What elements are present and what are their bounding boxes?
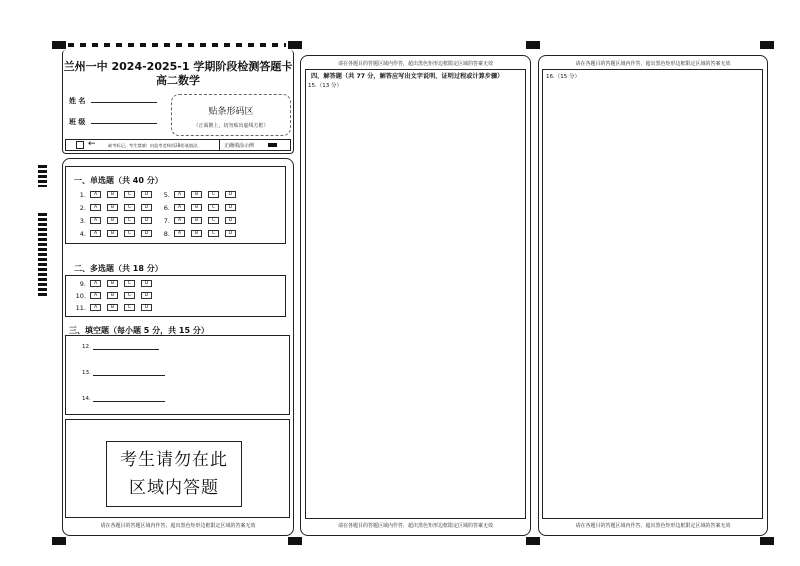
single-choice-option-d[interactable]: D xyxy=(225,230,236,237)
multi-choice-row xyxy=(74,303,158,312)
fill-example-label: 正确填涂示例 xyxy=(224,143,255,149)
barcode-area xyxy=(171,94,291,136)
multi-choice-option-a[interactable]: A xyxy=(90,304,101,311)
single-choice-number: 5. xyxy=(163,190,170,199)
multi-choice-option-a[interactable]: A xyxy=(90,280,101,287)
corner-marker-top-mid-right xyxy=(526,41,540,49)
multi-choice-option-d[interactable]: D xyxy=(141,292,152,299)
fill-blank-line[interactable] xyxy=(93,344,159,350)
name-field[interactable] xyxy=(91,102,157,103)
single-choice-option-d[interactable]: D xyxy=(141,230,152,237)
corner-marker-bottom-mid-left xyxy=(288,537,302,545)
single-choice-option-b[interactable]: B xyxy=(191,191,202,198)
corner-marker-bottom-left xyxy=(52,537,66,545)
fill-blank-line[interactable] xyxy=(93,396,165,402)
single-choice-option-c[interactable]: C xyxy=(208,191,219,198)
multi-choice-row xyxy=(74,279,158,288)
single-choice-option-a[interactable]: A xyxy=(90,191,101,198)
single-choice-option-d[interactable]: D xyxy=(141,217,152,224)
single-choice-option-b[interactable]: B xyxy=(107,204,118,211)
absent-divider xyxy=(219,139,220,151)
single-choice-option-c[interactable]: C xyxy=(208,217,219,224)
exam-title: 兰州一中 2024-2025-1 学期阶段检测答题卡 xyxy=(63,60,293,73)
corner-marker-top-right xyxy=(760,41,774,49)
single-choice-option-b[interactable]: B xyxy=(107,191,118,198)
single-choice-number: 1. xyxy=(79,190,86,199)
fill-blank-title: 三、填空题（每小题 5 分，共 15 分） xyxy=(69,326,209,335)
single-choice-option-c[interactable]: C xyxy=(124,217,135,224)
multi-choice-option-c[interactable]: C xyxy=(124,292,135,299)
class-field[interactable] xyxy=(91,123,157,124)
single-choice-row xyxy=(74,216,158,225)
fill-blank-row xyxy=(70,396,165,402)
column-2-answer-box[interactable] xyxy=(305,69,526,519)
single-choice-row xyxy=(74,229,158,238)
timing-marks-left-lower xyxy=(38,213,47,297)
multi-choice-option-d[interactable]: D xyxy=(141,280,152,287)
single-choice-option-d[interactable]: D xyxy=(225,191,236,198)
multi-choice-number: 10. xyxy=(75,291,86,300)
single-choice-row xyxy=(74,203,158,212)
single-choice-option-c[interactable]: C xyxy=(208,204,219,211)
single-choice-number: 2. xyxy=(79,203,86,212)
arrow-left-icon: ← xyxy=(88,139,96,149)
fill-blank-number: 14. xyxy=(82,396,91,402)
single-choice-number: 4. xyxy=(79,229,86,238)
timing-strip-top xyxy=(68,43,286,47)
single-choice-title: 一、单选题（共 40 分） xyxy=(74,176,163,185)
single-choice-option-c[interactable]: C xyxy=(124,191,135,198)
single-choice-option-c[interactable]: C xyxy=(208,230,219,237)
multi-choice-number: 9. xyxy=(79,279,86,288)
multi-choice-number: 11. xyxy=(75,303,86,312)
absent-note: 缺考标记，考生禁填！由监考老师用2B铅笔填涂。 xyxy=(108,143,202,148)
single-choice-option-d[interactable]: D xyxy=(225,204,236,211)
single-choice-number: 6. xyxy=(163,203,170,212)
question-15-label: 15.（13 分） xyxy=(308,83,342,89)
multi-choice-row xyxy=(74,291,158,300)
absent-checkbox[interactable] xyxy=(76,141,84,149)
single-choice-option-c[interactable]: C xyxy=(124,230,135,237)
single-choice-number: 7. xyxy=(163,216,170,225)
fill-blank-number: 12. xyxy=(82,344,91,350)
multi-choice-option-b[interactable]: B xyxy=(107,304,118,311)
column-3-top-warning: 请在各题目的答题区域内作答，超出黑色矩形边框限定区域的答案无效 xyxy=(575,61,731,67)
column-2-bottom-warning: 请在各题目的答题区域内作答，超出黑色矩形边框限定区域的答案无效 xyxy=(337,523,493,529)
barcode-note: （正面朝上，切勿贴出虚线方框） xyxy=(193,123,269,129)
multi-choice-option-b[interactable]: B xyxy=(107,292,118,299)
column-2-top-warning: 请在各题目的答题区域内作答，超出黑色矩形边框限定区域的答案无效 xyxy=(337,61,493,67)
class-label: 班 级 xyxy=(69,118,86,126)
fill-blank-row xyxy=(70,344,159,350)
timing-marks-left-upper xyxy=(38,165,47,187)
essay-section-title: 四、解答题（共 77 分，解答应写出文字说明、证明过程或计算步骤） xyxy=(311,73,504,80)
single-choice-option-a[interactable]: A xyxy=(174,217,185,224)
no-answer-line-1: 考生请勿在此 xyxy=(120,450,228,470)
no-answer-line-2: 区域内答题 xyxy=(129,478,219,498)
barcode-title: 贴条形码区 xyxy=(208,107,254,117)
multi-choice-option-c[interactable]: C xyxy=(124,280,135,287)
single-choice-number: 8. xyxy=(163,229,170,238)
single-choice-option-b[interactable]: B xyxy=(191,217,202,224)
single-choice-row xyxy=(74,190,158,199)
single-choice-option-b[interactable]: B xyxy=(191,204,202,211)
single-choice-option-d[interactable]: D xyxy=(225,217,236,224)
fill-blank-row xyxy=(70,370,165,376)
single-choice-option-c[interactable]: C xyxy=(124,204,135,211)
single-choice-option-a[interactable]: A xyxy=(90,230,101,237)
corner-marker-bottom-mid-right xyxy=(526,537,540,545)
name-label: 姓 名 xyxy=(69,97,86,105)
fill-example-mark xyxy=(268,143,277,147)
corner-marker-top-mid-left xyxy=(288,41,302,49)
column-3-answer-box[interactable] xyxy=(542,69,763,519)
multi-choice-option-a[interactable]: A xyxy=(90,292,101,299)
multi-choice-title: 二、多选题（共 18 分） xyxy=(74,264,163,273)
column-1-footer-warning: 请在各题目的答题区域内作答，超出黑色矩形边框限定区域的答案无效 xyxy=(100,523,256,529)
multi-choice-option-c[interactable]: C xyxy=(124,304,135,311)
single-choice-option-a[interactable]: A xyxy=(90,204,101,211)
single-choice-option-b[interactable]: B xyxy=(107,217,118,224)
single-choice-option-d[interactable]: D xyxy=(141,204,152,211)
single-choice-option-d[interactable]: D xyxy=(141,191,152,198)
multi-choice-option-b[interactable]: B xyxy=(107,280,118,287)
single-choice-option-a[interactable]: A xyxy=(174,204,185,211)
single-choice-row xyxy=(158,216,242,225)
single-choice-row xyxy=(158,190,242,199)
question-16-label: 16.（15 分） xyxy=(546,74,580,80)
single-choice-option-a[interactable]: A xyxy=(174,191,185,198)
single-choice-option-b[interactable]: B xyxy=(107,230,118,237)
fill-blank-line[interactable] xyxy=(93,370,165,376)
exam-subject: 高二数学 xyxy=(156,74,200,87)
single-choice-option-b[interactable]: B xyxy=(191,230,202,237)
multi-choice-option-d[interactable]: D xyxy=(141,304,152,311)
no-answer-notice xyxy=(106,441,242,507)
single-choice-row xyxy=(158,229,242,238)
column-3-bottom-warning: 请在各题目的答题区域内作答，超出黑色矩形边框限定区域的答案无效 xyxy=(575,523,731,529)
corner-marker-bottom-right xyxy=(760,537,774,545)
single-choice-option-a[interactable]: A xyxy=(174,230,185,237)
corner-marker-top-left xyxy=(52,41,66,49)
single-choice-option-a[interactable]: A xyxy=(90,217,101,224)
single-choice-number: 3. xyxy=(79,216,86,225)
single-choice-row xyxy=(158,203,242,212)
fill-blank-number: 13. xyxy=(82,370,91,376)
